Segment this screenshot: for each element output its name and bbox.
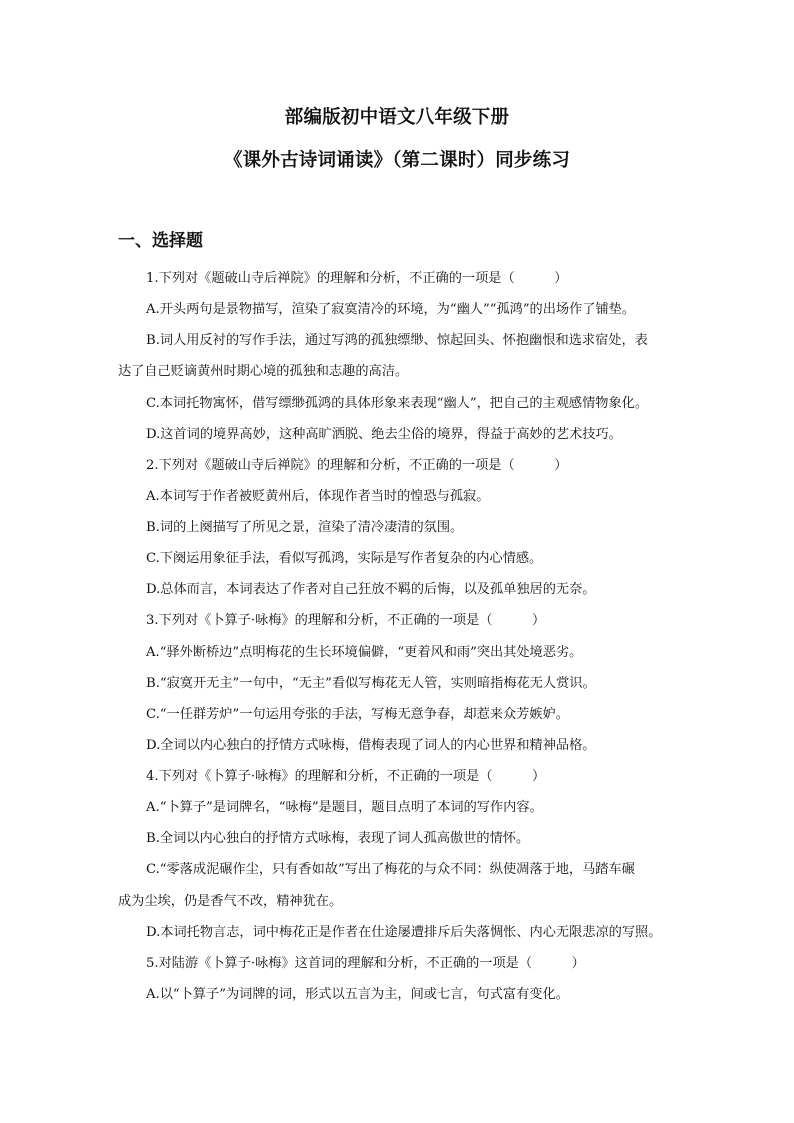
text-line-continuation: 达了自己贬谪黄州时期心境的孤独和志趣的高洁。 bbox=[118, 364, 409, 379]
text-line: 3.下列对《卜算子·咏梅》的理解和分析，不正确的一项是（ ） bbox=[146, 613, 546, 628]
text-line: B.词人用反衬的写作手法，通过写鸿的孤独缥缈、惊起回头、怀抱幽恨和选求宿处，表 bbox=[146, 333, 648, 348]
text-line: A.开头两句是景物描写，渲染了寂寞清冷的环境，为“幽人”“孤鸿”的出场作了铺垫。 bbox=[146, 302, 636, 317]
text-line: 1.下列对《题破山寺后禅院》的理解和分析，不正确的一项是（ ） bbox=[146, 271, 568, 286]
text-line: D.全词以内心独白的抒情方式咏梅，借梅表现了词人的内心世界和精神品格。 bbox=[146, 738, 596, 753]
document-subtitle: 《课外古诗词诵读》（第二课时）同步练习 bbox=[223, 150, 571, 171]
text-line: A.“驿外断桥边”点明梅花的生长环境偏僻，“更着风和雨”突出其处境恶劣。 bbox=[146, 645, 583, 660]
text-line: A.“卜算子”是词牌名，“咏梅”是题目，题目点明了本词的写作内容。 bbox=[146, 800, 543, 815]
text-line: B.词的上阕描写了所见之景，渲染了清冷凄清的氛围。 bbox=[146, 520, 464, 535]
text-line-continuation: 成为尘埃，仍是香气不改，精神犹在。 bbox=[118, 894, 343, 909]
text-line: C.本词托物寓怀，借写缥缈孤鸿的具体形象来表现“幽人”，把自己的主观感情物象化。 bbox=[146, 396, 649, 411]
text-line: A.本词写于作者被贬黄州后，体现作者当时的惶恐与孤寂。 bbox=[146, 489, 490, 504]
text-line: 4.下列对《卜算子·咏梅》的理解和分析，不正确的一项是（ ） bbox=[146, 769, 546, 784]
text-line: C.“一任群芳炉”一句运用夸张的手法，写梅无意争春，却惹来众芳嫉妒。 bbox=[146, 707, 569, 722]
text-line: B.全词以内心独白的抒情方式咏梅，表现了词人孤高傲世的情怀。 bbox=[146, 831, 530, 846]
document-title: 部编版初中语文八年级下册 bbox=[284, 107, 510, 128]
text-line: C.“零落成泥碾作尘，只有香如故”写出了梅花的与众不同：纵使凋落于地，马踏车碾 bbox=[146, 862, 635, 877]
text-line: B.“寂寞开无主”一句中，“无主”看似写梅花无人管，实则暗指梅花无人赏识。 bbox=[146, 676, 596, 691]
text-line: A.以“卜算子”为词牌的词，形式以五言为主，间或七言，句式富有变化。 bbox=[146, 987, 569, 1002]
text-line: 5.对陆游《卜算子·咏梅》这首词的理解和分析，不正确的一项是（ ） bbox=[146, 956, 585, 971]
text-line: D.这首词的境界高妙，这种高旷洒脱、绝去尘俗的境界，得益于高妙的艺术技巧。 bbox=[146, 427, 622, 442]
text-line: 2.下列对《题破山寺后禅院》的理解和分析，不正确的一项是（ ） bbox=[146, 458, 568, 473]
text-line: C.下阕运用象征手法，看似写孤鸿，实际是写作者复杂的内心情感。 bbox=[146, 551, 543, 566]
text-line: D.总体而言，本词表达了作者对自己狂放不羁的后悔，以及孤单独居的无奈。 bbox=[146, 582, 596, 597]
section-heading: 一、选择题 bbox=[118, 231, 203, 251]
text-line: D.本词托物言志，词中梅花正是作者在仕途屡遭排斥后失落惆怅、内心无限悲凉的写照。 bbox=[146, 925, 662, 940]
